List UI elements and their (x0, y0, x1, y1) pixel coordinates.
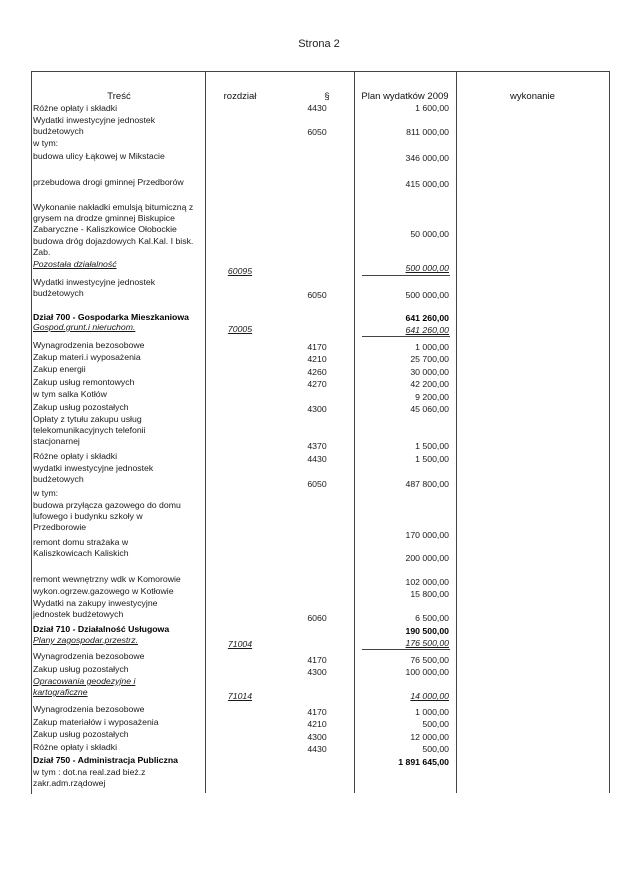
subtotal-line (362, 649, 450, 650)
subtotal-line (362, 336, 450, 337)
row-amount: 100 000,00 (405, 667, 449, 677)
row-amount: 25 700,00 (410, 354, 449, 364)
row-desc: Zakup materiałów i wyposażenia (33, 717, 159, 727)
row-amount: 12 000,00 (410, 732, 449, 742)
row-amount: 30 000,00 (410, 367, 449, 377)
row-amount: 500 000,00 (405, 263, 449, 273)
row-desc: Wynagrodzenia bezosobowe (33, 340, 145, 350)
row-amount: 500,00 (422, 744, 449, 754)
row-amount: 1 600,00 (415, 103, 449, 113)
row-amount: 346 000,00 (405, 153, 449, 163)
row-amount: 641 260,00 (405, 325, 449, 335)
row-rozdzial: 70005 (227, 324, 253, 334)
header-wykonanie: wykonanie (510, 91, 555, 102)
header-desc: Treść (107, 91, 131, 102)
row-desc: Dział 710 - Działalność Usługowa (33, 624, 170, 634)
row-amount: 500 000,00 (405, 290, 449, 300)
row-desc: Zakup usług pozostałych (33, 729, 129, 739)
row-amount: 14 000,00 (410, 691, 449, 701)
row-desc: Różne opłaty i składki (33, 103, 118, 113)
row-amount: 1 500,00 (415, 454, 449, 464)
header-paragraf: § (324, 91, 330, 102)
column-divider (205, 71, 206, 793)
row-desc: Zakup usług pozostałych (33, 402, 129, 412)
row-desc: wydatki inwestycyjne jednostek budżetowych (33, 463, 154, 485)
row-paragraf: 4300 (307, 732, 327, 742)
row-amount: 15 800,00 (410, 589, 449, 599)
row-desc: Zakup materi.i wyposażenia (33, 352, 141, 362)
row-desc: Opłaty z tytułu zakupu usług telekomunikacyjnych telefonii stacjonarnej (33, 414, 146, 447)
row-paragraf: 4270 (307, 379, 327, 389)
row-paragraf: 4300 (307, 404, 327, 414)
row-rozdzial: 71014 (227, 691, 253, 701)
row-desc: Dział 750 - Administracja Publiczna (33, 755, 178, 765)
row-desc: Gospod.grunt.i nieruchom. (33, 322, 136, 332)
row-paragraf: 6050 (307, 290, 327, 300)
row-paragraf: 6060 (307, 613, 327, 623)
row-desc: w tym salka Kotłów (33, 389, 107, 399)
header-plan: Plan wydatków 2009 (361, 91, 449, 102)
row-desc: Różne opłaty i składki (33, 451, 118, 461)
subtotal-line (362, 275, 450, 276)
row-desc: Pozostała działalność (33, 259, 117, 269)
row-amount: 50 000,00 (410, 229, 449, 239)
row-desc: w tym : dot.na real.zad bież.z zakr.adm.rządowej (33, 767, 146, 789)
row-desc: Wydatki inwestycyjne jednostek budżetowych (33, 277, 156, 299)
row-paragraf: 4210 (307, 354, 327, 364)
row-desc: remont wewnętrzny wdk w Komorowie (33, 574, 181, 584)
row-desc: Zakup usług pozostałych (33, 664, 129, 674)
row-paragraf: 4370 (307, 441, 327, 451)
row-amount: 45 060,00 (410, 404, 449, 414)
row-amount: 76 500,00 (410, 655, 449, 665)
row-desc: Wydatki inwestycyjne jednostek budżetowych (33, 115, 156, 137)
row-desc: Wynagrodzenia bezosobowe (33, 704, 145, 714)
row-paragraf: 6050 (307, 127, 327, 137)
row-paragraf: 4300 (307, 667, 327, 677)
row-paragraf: 4170 (307, 342, 327, 352)
row-paragraf: 4430 (307, 454, 327, 464)
row-desc: budowa przyłącza gazowego do domu lufowego i budynku szkoły w Przedborowie (33, 500, 181, 533)
row-paragraf: 6050 (307, 479, 327, 489)
row-amount: 6 500,00 (415, 613, 449, 623)
row-amount: 42 200,00 (410, 379, 449, 389)
row-desc: Zakup energii (33, 364, 86, 374)
row-desc: w tym: (33, 488, 59, 498)
row-desc: Zakup usług remontowych (33, 377, 135, 387)
row-amount: 1 000,00 (415, 342, 449, 352)
row-amount: 415 000,00 (405, 179, 449, 189)
row-amount: 487 800,00 (405, 479, 449, 489)
header-rozdzial: rozdział (223, 91, 257, 102)
row-paragraf: 4170 (307, 707, 327, 717)
row-desc: przebudowa drogi gminnej Przedborów (33, 177, 184, 187)
row-amount: 1 000,00 (415, 707, 449, 717)
row-amount: 1 500,00 (415, 441, 449, 451)
row-paragraf: 4430 (307, 744, 327, 754)
row-amount: 9 200,00 (415, 392, 449, 402)
row-amount: 1 891 645,00 (398, 757, 449, 767)
row-rozdzial: 71004 (227, 639, 253, 649)
row-amount: 200 000,00 (405, 553, 449, 563)
row-amount: 190 500,00 (405, 626, 449, 636)
row-desc: Wydatki na zakupy inwestycyjne jednostek budżetowych (33, 598, 158, 620)
page-label: Strona 2 (298, 38, 340, 50)
row-amount: 500,00 (422, 719, 449, 729)
row-desc: Wynagrodzenia bezosobowe (33, 651, 145, 661)
row-desc: Opracowania geodezyjne i kartograficzne (33, 676, 136, 698)
row-rozdzial: 60095 (227, 266, 253, 276)
row-amount: 641 260,00 (405, 313, 449, 323)
row-desc: Dział 700 - Gospodarka Mieszkaniowa (33, 312, 189, 322)
row-desc: Wykonanie nakładki emulsją bitumiczną z grysem na drodze gminnej Biskupice Zabaryczne - Kaliszkowice Ołobockie budowa dróg dojazdowych Kal.Kal. I bisk. Zab. (33, 202, 194, 257)
row-paragraf: 4430 (307, 103, 327, 113)
row-desc: Różne opłaty i składki (33, 742, 118, 752)
row-desc: remont domu strażaka w Kaliszkowicach Kaliskich (33, 537, 129, 559)
row-desc: Plany zagospodar.przestrz. (33, 635, 138, 645)
column-divider (456, 71, 457, 793)
row-paragraf: 4170 (307, 655, 327, 665)
row-desc: wykon.ogrzew.gazowego w Kotłowie (33, 586, 174, 596)
row-paragraf: 4210 (307, 719, 327, 729)
row-amount: 811 000,00 (406, 127, 449, 137)
row-desc: w tym: (33, 138, 59, 148)
column-divider (609, 71, 610, 793)
row-desc: budowa ulicy Łąkowej w Mikstacie (33, 151, 165, 161)
row-amount: 170 000,00 (405, 530, 449, 540)
row-paragraf: 4260 (307, 367, 327, 377)
row-amount: 176 500,00 (405, 638, 449, 648)
row-amount: 102 000,00 (405, 577, 449, 587)
